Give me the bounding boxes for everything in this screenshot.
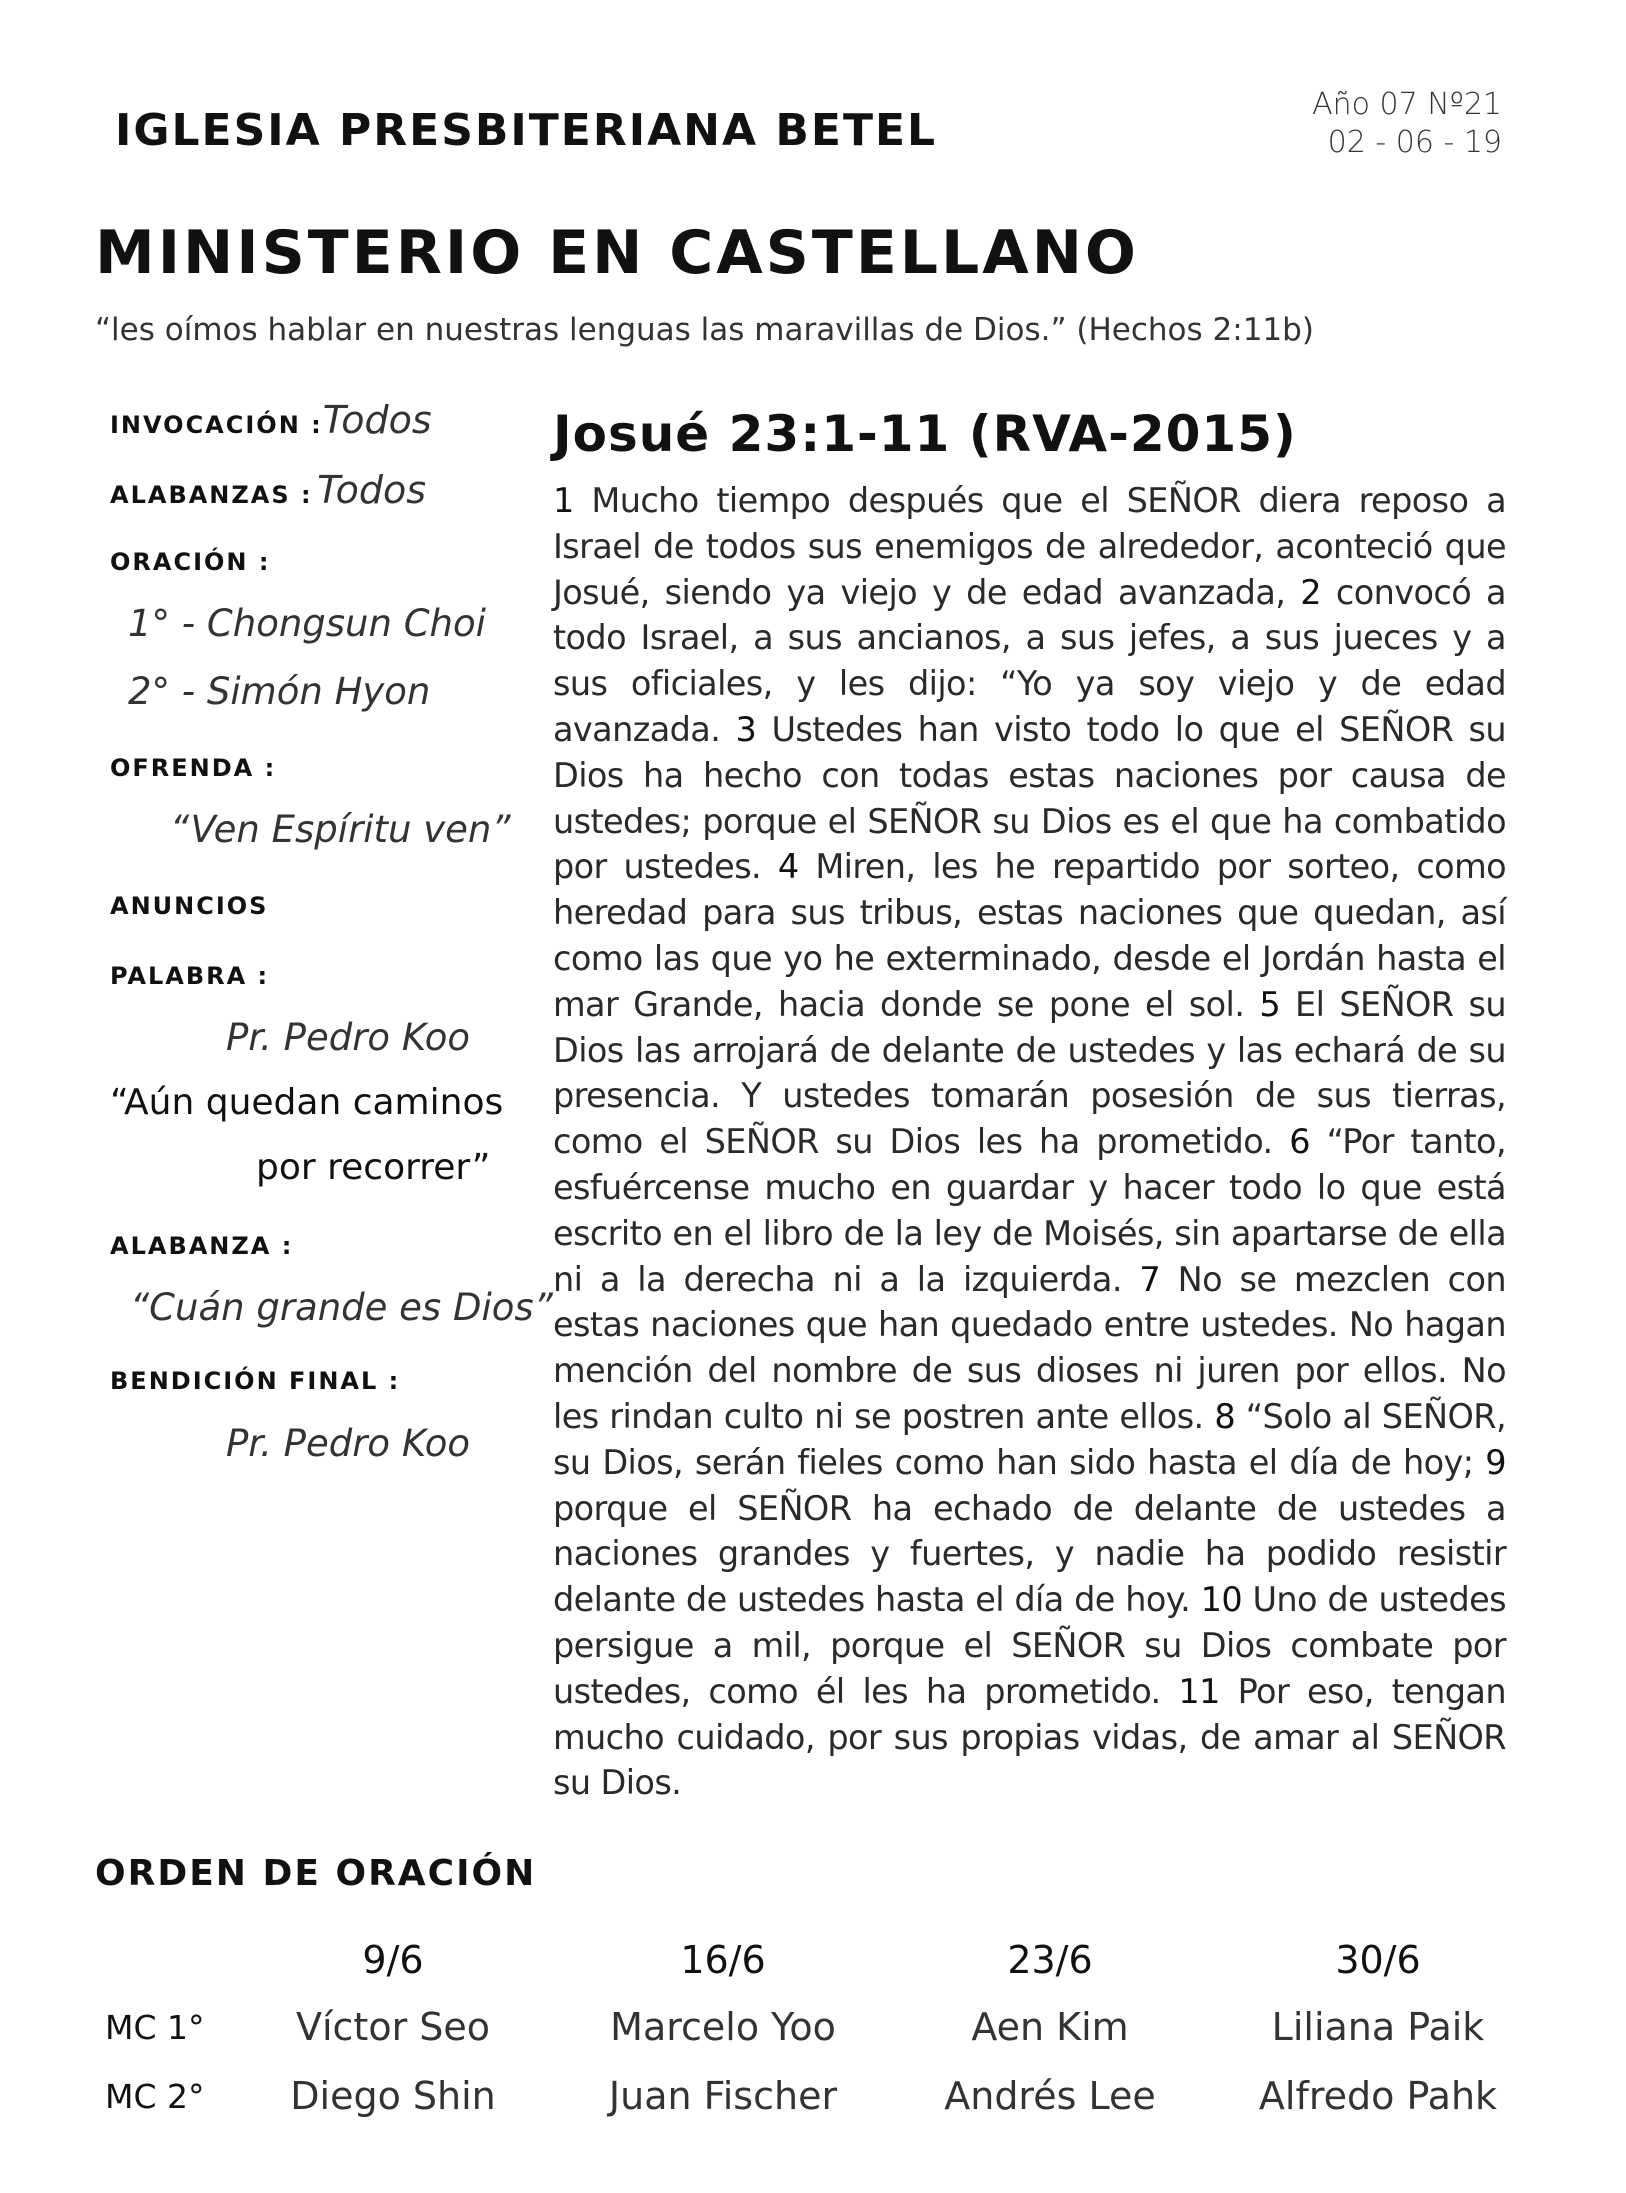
verse-text: “Solo al SEÑOR, su Dios, serán fieles como han sido hasta el día de hoy; bbox=[553, 1396, 1506, 1482]
verse-text: convocó a todo Israel, a sus ancianos, a sus jefes, a sus jueces y a sus oficiales, y les dijo: “Yo ya soy viejo y de edad avanzada. bbox=[553, 572, 1506, 749]
prayer-name: Alfredo Pahk bbox=[1258, 2074, 1498, 2118]
verse-text: Uno de ustedes persigue a mil, porque el SEÑOR su Dios combate por ustedes, como él les ha prometido. bbox=[553, 1580, 1507, 1711]
prayer-name: Víctor Seo bbox=[295, 2005, 491, 2049]
oracion-2: 2° - Simón Hyon bbox=[128, 670, 431, 713]
alabanzas-row bbox=[110, 468, 426, 512]
verse-number: 8 bbox=[1214, 1396, 1236, 1436]
verse-text: Ustedes han visto todo lo que el SEÑOR su Dios ha hecho con todas estas naciones por causa de ustedes; porque el SEÑOR su Dios es el que ha combatido por ustedes. bbox=[553, 709, 1506, 887]
ministry-title: MINISTERIO EN CASTELLANO bbox=[95, 218, 1139, 288]
sermon-title-line2: por recorrer” bbox=[256, 1147, 491, 1188]
verse-text: El SEÑOR su Dios las arrojará de delante de ustedes y las echará de su presencia. Y ustedes tomarán posesión de sus tierras, como el SEÑOR su Dios les ha prometido. bbox=[553, 984, 1506, 1162]
issue-number: Año 07 Nº21 bbox=[1312, 87, 1502, 122]
prayer-date: 30/6 bbox=[1335, 1938, 1421, 1982]
alabanzas-label: ALABANZAS : bbox=[110, 481, 313, 509]
verse-number: 3 bbox=[735, 709, 757, 749]
verse-number: 11 bbox=[1178, 1671, 1220, 1711]
palabra-value: Pr. Pedro Koo bbox=[226, 1016, 471, 1059]
verse-number: 10 bbox=[1200, 1580, 1243, 1620]
anuncios-label: ANUNCIOS bbox=[110, 892, 269, 920]
alabanza-value: “Cuán grande es Dios” bbox=[130, 1286, 553, 1329]
bendicion-value: Pr. Pedro Koo bbox=[226, 1422, 471, 1465]
prayer-name: Aen Kim bbox=[971, 2005, 1129, 2049]
prayer-order-title: ORDEN DE ORACIÓN bbox=[95, 1853, 537, 1894]
scripture-text bbox=[553, 478, 1506, 1806]
prayer-name: Liliana Paik bbox=[1271, 2005, 1485, 2049]
verse-text: “Por tanto, esfuércense mucho en guardar y hacer todo lo que está escrito en el libro de la ley de Moisés, sin apartarse de ella ni a la derecha ni a la izquierda. bbox=[553, 1122, 1506, 1299]
verse-text: Por eso, tengan mucho cuidado, por sus propias vidas, de amar al SEÑOR su Dios. bbox=[553, 1671, 1506, 1803]
oracion-1: 1° - Chongsun Choi bbox=[128, 602, 486, 645]
alabanza-label: ALABANZA : bbox=[110, 1232, 294, 1260]
invocacion-row bbox=[110, 398, 432, 442]
verse-number: 9 bbox=[1485, 1442, 1506, 1482]
bendicion-label: BENDICIÓN FINAL : bbox=[110, 1367, 401, 1395]
verse-number: 1 bbox=[553, 481, 574, 520]
motto: “les oímos hablar en nuestras lenguas las maravillas de Dios.” (Hechos 2:11b) bbox=[95, 312, 1314, 348]
sermon-title-line1: “Aún quedan caminos bbox=[110, 1082, 504, 1123]
scripture-title: Josué 23:1-11 (RVA-2015) bbox=[553, 405, 1297, 463]
ofrenda-value: “Ven Espíritu ven” bbox=[170, 808, 511, 851]
verse-number: 4 bbox=[777, 847, 799, 887]
verse-number: 6 bbox=[1289, 1122, 1310, 1162]
prayer-name: Marcelo Yoo bbox=[610, 2005, 836, 2049]
alabanzas-value: Todos bbox=[317, 468, 426, 512]
prayer-date: 9/6 bbox=[362, 1938, 424, 1982]
verse-text: Mucho tiempo después que el SEÑOR diera reposo a Israel de todos sus enemigos de alrededor, aconteció que Josué, siendo ya viejo y de edad avanzada, bbox=[553, 481, 1506, 612]
verse-number: 7 bbox=[1139, 1259, 1161, 1299]
verse-text: Miren, les he repartido por sorteo, como heredad para sus tribus, estas naciones que quedan, así como las que yo he exterminado, desde el Jordán hasta el mar Grande, hacia donde se pone el sol. bbox=[553, 847, 1506, 1024]
invocacion-label: INVOCACIÓN : bbox=[110, 411, 323, 439]
verse-number: 2 bbox=[1300, 572, 1321, 612]
verse-text: No se mezclen con estas naciones que han quedado entre ustedes. No hagan mención del nombre de sus dioses ni juren por ellos. No les rindan culto ni se postren ante ellos. bbox=[553, 1259, 1506, 1436]
prayer-name: Diego Shin bbox=[290, 2074, 496, 2118]
verse-text: porque el SEÑOR ha echado de delante de ustedes a naciones grandes y fuertes, y nadie ha podido resistir delante de ustedes hasta el día de hoy. bbox=[553, 1488, 1506, 1620]
church-name: IGLESIA PRESBITERIANA BETEL bbox=[115, 105, 938, 156]
ofrenda-label: OFRENDA : bbox=[110, 754, 277, 782]
issue-info bbox=[1312, 86, 1502, 162]
prayer-name: Juan Fischer bbox=[608, 2074, 838, 2118]
verse-number: 5 bbox=[1259, 984, 1281, 1024]
invocacion-value: Todos bbox=[322, 398, 432, 442]
issue-date: 02 - 06 - 19 bbox=[1327, 125, 1502, 160]
prayer-date: 23/6 bbox=[1007, 1938, 1093, 1982]
prayer-row-label: MC 2° bbox=[105, 2077, 205, 2116]
oracion-label: ORACIÓN : bbox=[110, 548, 271, 576]
palabra-label: PALABRA : bbox=[110, 962, 270, 990]
prayer-name: Andrés Lee bbox=[944, 2074, 1156, 2118]
prayer-row-label: MC 1° bbox=[105, 2008, 205, 2047]
prayer-date: 16/6 bbox=[680, 1938, 766, 1982]
